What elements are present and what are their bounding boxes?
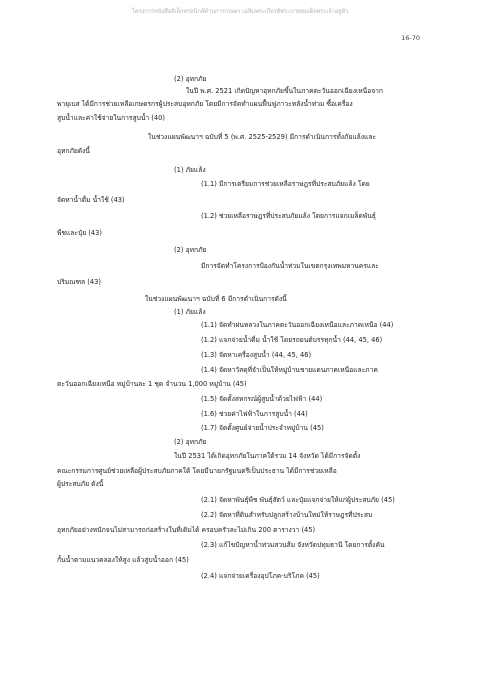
- text-line: ในปี พ.ศ. 2521 เกิดปัญหาอุทกภัยขึ้นในภาคตะวันออกเฉียงเหนือจาก: [186, 87, 383, 95]
- text-line: อุทกภัยดังนี้: [57, 147, 90, 155]
- text-line: พืชและปุ๋ย (43): [57, 229, 102, 237]
- text-line: (1.2) แจกจ่ายน้ำดื่ม น้ำใช้ โดยรถยนต์บรรทุกน้ำ (44, 45, 46): [201, 336, 383, 344]
- text-line: กั้นน้ำตามแนวคลองให้สูง แล้วสูบน้ำออก (45): [57, 556, 189, 564]
- text-line: (1.5) จัดตั้งสหกรณ์ผู้สูบน้ำด้วยไฟฟ้า (44): [201, 395, 323, 403]
- text-line: (2.4) แจกจ่ายเครื่องอุปโภค-บริโภค (45): [201, 572, 320, 580]
- text-line: คณะกรรมการศูนย์ช่วยเหลือผู้ประสบภัยภาคใต้ โดยมีนายกรัฐมนตรีเป็นประธาน ได้มีการช่วยเหลือ: [57, 467, 337, 475]
- text-line: สูบน้ำและค่าใช้จ่ายในการสูบน้ำ (40): [57, 114, 166, 122]
- text-line: (2.1) จัดหาพันธุ์พืช พันธุ์สัตว์ และปุ๋ยแจกจ่ายให้แก่ผู้ประสบภัย (45): [201, 496, 395, 504]
- text-line: อุทกภัยอย่างหนักจนไม่สามารถก่อสร้างในที่เดิมได้ ครอบครัวละไม่เกิน 200 ตารางวา (45): [57, 526, 316, 534]
- text-line: มีการจัดทำโครงการป้องกันน้ำท่วมในเขตกรุงเทพมหานครและ: [201, 262, 379, 270]
- text-line: (2) อุทกภัย: [174, 438, 207, 446]
- text-line: (1.1) มีการเตรียมการช่วยเหลือราษฎรที่ประสบภัยแล้ง โดย: [201, 180, 370, 188]
- text-line: ในช่วงแผนพัฒนาฯ ฉบับที่ 6 มีการดำเนินการดังนี้: [145, 295, 287, 303]
- book-series-header: โครงการหนังสืออิเล็กทรอนิกส์ด้านการเกษตร เฉลิมพระเกียรติพระบาทสมเด็จพระเจ้าอยู่หัว: [131, 8, 349, 15]
- text-line: (2.2) จัดหาที่ดินสำหรับปลูกสร้างบ้านใหม่ให้ราษฎรที่ประสบ: [201, 511, 373, 519]
- text-line: (1) ภัยแล้ง: [174, 166, 206, 174]
- text-line: จัดหาน้ำดื่ม น้ำใช้ (43): [57, 196, 125, 204]
- text-line: ตะวันออกเฉียงเหนือ หมู่บ้านละ 1 ชุด จำนวน 1,000 หมู่บ้าน (45): [57, 380, 247, 388]
- text-line: (1.2) ช่วยเหลือราษฎรที่ประสบภัยแล้ง โดยการแจกเมล็ดพันธุ์: [201, 212, 376, 220]
- text-line: (1.6) ช่วยค่าไฟฟ้าในการสูบน้ำ (44): [201, 410, 308, 418]
- text-line: (1.7) จัดตั้งศูนย์จ่ายน้ำประจำหมู่บ้าน (45): [201, 424, 324, 432]
- text-line: (2) อุทกภัย: [174, 246, 207, 254]
- page-number: 16-70: [401, 34, 420, 42]
- text-line: (1.4) จัดหาวัสดุที่จำเป็นให้หมู่บ้านชายแดนภาคเหนือและภาค: [201, 366, 378, 374]
- text-line: ในปี 2531 ได้เกิดอุทกภัยในภาคใต้รวม 14 จังหวัด ได้มีการจัดตั้ง: [174, 452, 361, 460]
- text-line: ในช่วงแผนพัฒนาฯ ฉบับที่ 5 (พ.ศ. 2525-2529) มีการดำเนินการทั้งภัยแล้งและ: [148, 133, 377, 141]
- text-line: ปริมณฑล (43): [57, 278, 101, 286]
- text-line: (2.3) แก้ไขปัญหาน้ำท่วมสวนส้ม จังหวัดปทุมธานี โดยการตั้งคัน: [201, 541, 385, 549]
- text-line: ผู้ประสบภัย ดังนี้: [57, 480, 104, 488]
- text-line: (1.1) จัดทำฝนหลวงในภาคตะวันออกเฉียงเหนือและภาคเหนือ (44): [201, 321, 394, 329]
- text-line: (2) อุทกภัย: [174, 75, 207, 83]
- text-line: (1.3) จัดหาเครื่องสูบน้ำ (44, 45, 46): [201, 351, 312, 359]
- text-line: (1) ภัยแล้ง: [174, 308, 206, 316]
- text-line: พายุเบส ได้มีการช่วยเหลือเกษตรกรผู้ประสบอุทกภัย โดยมีการจัดทำแผนฟื้นฟูภาวะหลังน้ำท่วม ซื้อเครื่อง: [57, 100, 353, 108]
